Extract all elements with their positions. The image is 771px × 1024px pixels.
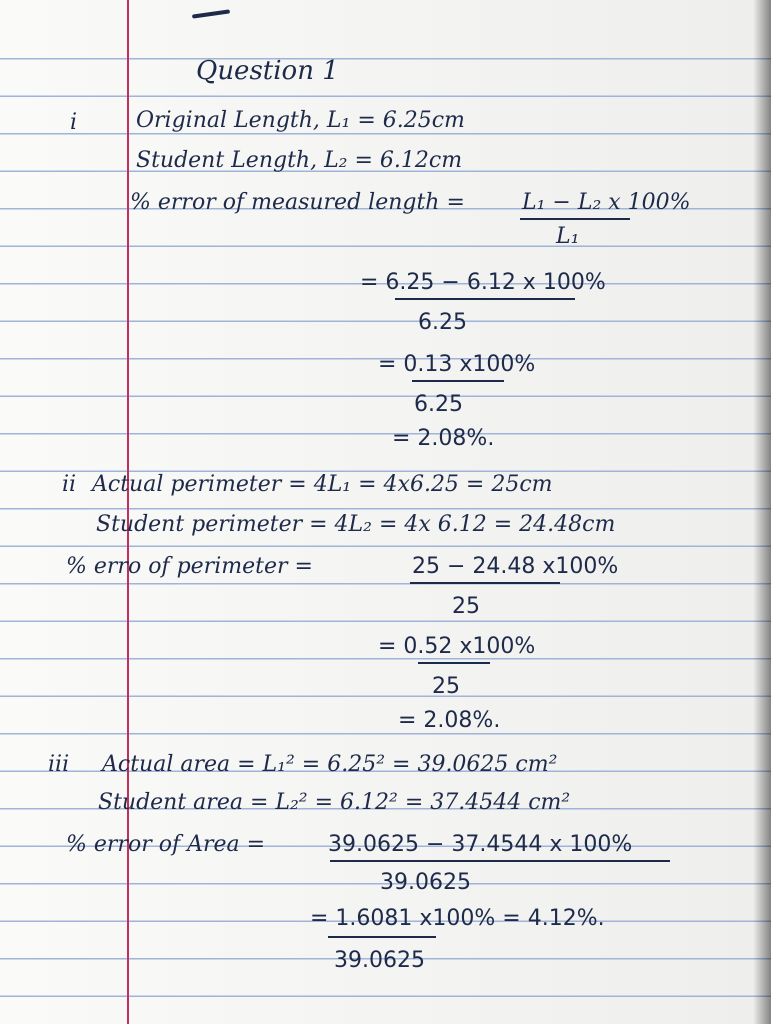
- result-ii: = 2.08%.: [398, 708, 501, 733]
- percent-error-perimeter-label: % erro of perimeter =: [66, 554, 313, 579]
- step2-denominator: 6.25: [414, 392, 463, 417]
- area-step2-numerator: = 1.6081 x100% = 4.12%.: [310, 906, 605, 931]
- step2-numerator: = 0.13 x100%: [378, 352, 536, 377]
- student-area-line: Student area = L₂² = 6.12² = 37.4544 cm²: [98, 790, 571, 815]
- step1-numerator: = 6.25 − 6.12 x 100%: [360, 270, 606, 295]
- formula-denominator: L₁: [556, 224, 580, 249]
- question-title: Question 1: [196, 56, 339, 86]
- area-step2-denominator: 39.0625: [334, 948, 425, 973]
- student-perimeter-line: Student perimeter = 4L₂ = 4x 6.12 = 24.48cm: [96, 512, 616, 537]
- fraction-bar: [410, 582, 560, 584]
- perimeter-fraction-numerator: 25 − 24.48 x100%: [412, 554, 619, 579]
- pen-mark: [192, 9, 230, 18]
- percent-error-length-label: % error of measured length =: [130, 190, 465, 215]
- fraction-bar: [330, 860, 670, 862]
- part-iii-label: iii: [48, 752, 70, 777]
- page-edge-shadow: [753, 0, 771, 1024]
- percent-error-area-label: % error of Area =: [66, 832, 266, 857]
- perimeter-step2-denominator: 25: [432, 674, 460, 699]
- fraction-bar: [395, 298, 575, 300]
- part-ii-label: ii: [62, 472, 77, 497]
- area-fraction-denominator: 39.0625: [380, 870, 471, 895]
- fraction-bar: [328, 936, 436, 938]
- fraction-bar: [520, 218, 630, 220]
- fraction-bar: [412, 380, 504, 382]
- student-length-line: Student Length, L₂ = 6.12cm: [136, 148, 463, 173]
- actual-perimeter-line: Actual perimeter = 4L₁ = 4x6.25 = 25cm: [92, 472, 553, 497]
- formula-numerator: L₁ − L₂ x 100%: [522, 190, 691, 215]
- actual-area-line: Actual area = L₁² = 6.25² = 39.0625 cm²: [102, 752, 558, 777]
- step1-denominator: 6.25: [418, 310, 467, 335]
- area-fraction-numerator: 39.0625 − 37.4544 x 100%: [328, 832, 633, 857]
- fraction-bar: [418, 662, 490, 664]
- perimeter-step2-numerator: = 0.52 x100%: [378, 634, 536, 659]
- perimeter-fraction-denominator: 25: [452, 594, 480, 619]
- result-i: = 2.08%.: [392, 426, 495, 451]
- part-i-label: i: [70, 110, 78, 135]
- original-length-line: Original Length, L₁ = 6.25cm: [136, 108, 465, 133]
